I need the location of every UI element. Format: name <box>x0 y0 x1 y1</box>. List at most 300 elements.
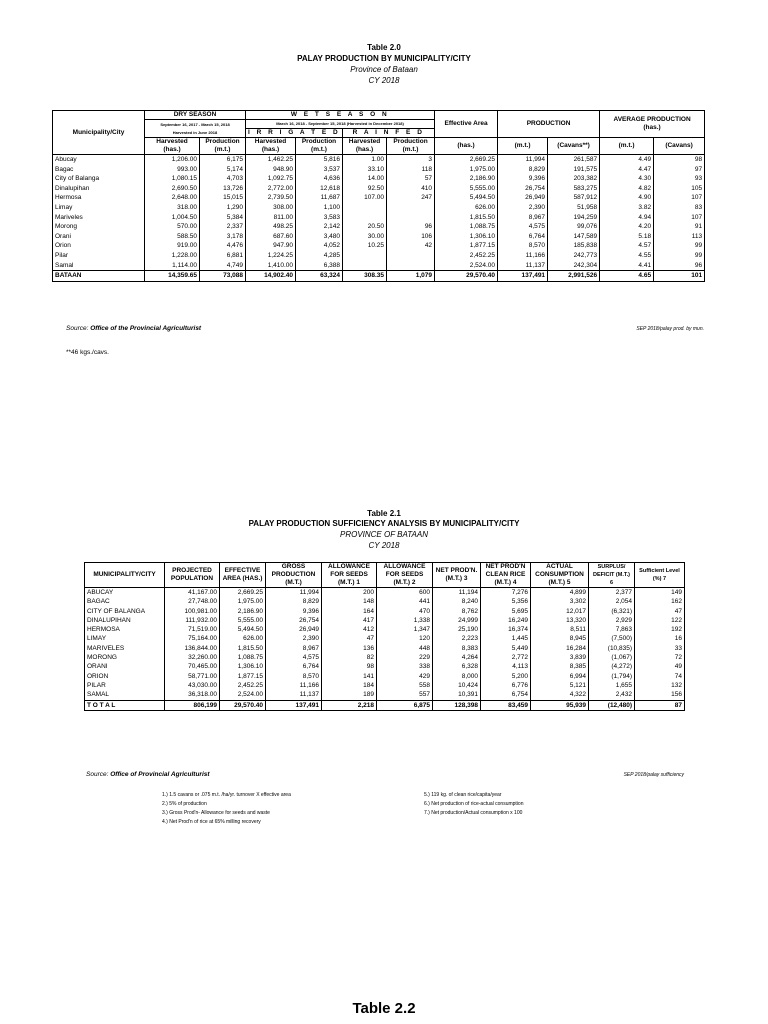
cell: 6,875 <box>377 700 433 710</box>
cell: 4.20 <box>600 222 654 232</box>
cell: 11,994 <box>266 588 322 598</box>
cell: 5,555.00 <box>435 184 498 194</box>
header-production: PRODUCTION <box>498 111 600 138</box>
cell: 147,589 <box>548 232 600 242</box>
cell: 2,669.25 <box>220 588 266 598</box>
cell: 8,967 <box>266 644 322 653</box>
footnote: 7.) Net production/Actual consumption x 100 <box>424 810 523 816</box>
cell: 1,080.15 <box>145 174 200 184</box>
cell: 100,981.00 <box>165 607 220 616</box>
cell: 63,324 <box>296 271 343 282</box>
cell: 5.18 <box>600 232 654 242</box>
table-row <box>53 232 705 242</box>
table-2-0-file-note: SEP 2018/palay prod. by mun. <box>636 326 704 332</box>
cell: 97 <box>654 165 705 175</box>
cell: 120 <box>377 634 433 643</box>
cell: (1,794) <box>589 672 635 681</box>
cell: 811.00 <box>246 213 296 223</box>
cell: 203,382 <box>548 174 600 184</box>
table-row <box>85 672 685 681</box>
header-allowance-seeds-1: ALLOWANCE FOR SEEDS (M.T.) 1 <box>322 563 377 588</box>
dry-period-dates: September 16, 2017 - March 15, 2018 <box>160 121 230 127</box>
cell: 8,385 <box>531 662 589 671</box>
cell: 14.00 <box>343 174 387 184</box>
header-population: PROJECTED POPULATION <box>165 563 220 588</box>
cell: 164 <box>322 607 377 616</box>
cell: 4,322 <box>531 690 589 700</box>
row-name: ORION <box>85 672 165 681</box>
cell: 4.94 <box>600 213 654 223</box>
cell: 162 <box>635 597 685 606</box>
cell: 1,877.15 <box>220 672 266 681</box>
cell: 2,223 <box>433 634 481 643</box>
table-row <box>53 222 705 232</box>
table-2-1-file-note: SEP 2018/palay sufficiency <box>623 772 684 778</box>
cell: 587,912 <box>548 193 600 203</box>
cell: 12,017 <box>531 607 589 616</box>
header-dry-season: DRY SEASON <box>145 111 246 120</box>
row-name: ABUCAY <box>85 588 165 598</box>
footnote: 2.) 5% of production <box>162 801 207 807</box>
cell: 8,945 <box>531 634 589 643</box>
cell: (6,321) <box>589 607 635 616</box>
cell: 4.49 <box>600 155 654 165</box>
row-name: City of Balanga <box>53 174 145 184</box>
cell: 2,186.90 <box>435 174 498 184</box>
label: Production <box>205 138 240 145</box>
sufficiency-analysis-table <box>84 562 685 711</box>
cell: 806,199 <box>165 700 220 710</box>
cell: 2,054 <box>589 597 635 606</box>
cell: 8,511 <box>531 625 589 634</box>
cell: 42 <box>387 241 435 251</box>
cell: 2,991,526 <box>548 271 600 282</box>
cell: 8,383 <box>433 644 481 653</box>
cell: 600 <box>377 588 433 598</box>
table-row <box>85 625 685 634</box>
cell: 14,902.40 <box>246 271 296 282</box>
table-2-0-year: CY 2018 <box>368 76 400 85</box>
cell: 2,377 <box>589 588 635 598</box>
header-irrigated: I R R I G A T E D <box>246 129 343 138</box>
header-irr-production <box>296 138 343 155</box>
cell: 1,088.75 <box>435 222 498 232</box>
cell: 6,328 <box>433 662 481 671</box>
table-row <box>85 607 685 616</box>
cell: 4.82 <box>600 184 654 194</box>
cell: 1,815.50 <box>435 213 498 223</box>
cell: 29,570.40 <box>435 271 498 282</box>
header-average-mt: (m.t.) <box>600 138 654 155</box>
cell: 33 <box>635 644 685 653</box>
cell: 242,304 <box>548 261 600 271</box>
cell: 4,285 <box>296 251 343 261</box>
cell: 3,480 <box>296 232 343 242</box>
row-name: BAGAC <box>85 597 165 606</box>
cell <box>343 251 387 261</box>
cell: 687.60 <box>246 232 296 242</box>
cell: 16,374 <box>481 625 531 634</box>
cell: 4.55 <box>600 251 654 261</box>
cell: 92.50 <box>343 184 387 194</box>
cell: 41,167.00 <box>165 588 220 598</box>
cell: 261,587 <box>548 155 600 165</box>
cell: 8,570 <box>266 672 322 681</box>
cell: 1,088.75 <box>220 653 266 662</box>
footnotes-right <box>424 791 524 818</box>
cell: 4,113 <box>481 662 531 671</box>
cell: 75,164.00 <box>165 634 220 643</box>
cell: 4.41 <box>600 261 654 271</box>
label: Production <box>393 138 428 145</box>
header-rain-production <box>387 138 435 155</box>
cell: 11,166 <box>266 681 322 690</box>
cell: 132 <box>635 681 685 690</box>
row-name: Orion <box>53 241 145 251</box>
cell: 242,773 <box>548 251 600 261</box>
cell: 98 <box>654 155 705 165</box>
row-name: MARIVELES <box>85 644 165 653</box>
cell: 1,228.00 <box>145 251 200 261</box>
cell: 6,388 <box>296 261 343 271</box>
cell: 6,994 <box>531 672 589 681</box>
cell: 429 <box>377 672 433 681</box>
cell: 4,749 <box>200 261 246 271</box>
row-name: Mariveles <box>53 213 145 223</box>
cell: (7,500) <box>589 634 635 643</box>
cell: 8,829 <box>266 597 322 606</box>
row-name: DINALUPIHAN <box>85 616 165 625</box>
table-row <box>53 184 705 194</box>
cell: 10,391 <box>433 690 481 700</box>
cell: 82 <box>322 653 377 662</box>
unit: (has.) <box>261 146 280 153</box>
cell: 448 <box>377 644 433 653</box>
cell: 1.00 <box>343 155 387 165</box>
cell: 4,899 <box>531 588 589 598</box>
cell: 6,776 <box>481 681 531 690</box>
cell: 10.25 <box>343 241 387 251</box>
cell: 83,459 <box>481 700 531 710</box>
cell <box>343 213 387 223</box>
unit: (m.t.) <box>214 146 231 153</box>
cell: 47 <box>635 607 685 616</box>
cell: 192 <box>635 625 685 634</box>
cell: 1,100 <box>296 203 343 213</box>
cell: 26,949 <box>266 625 322 634</box>
cell: 96 <box>654 261 705 271</box>
cell: 2,929 <box>589 616 635 625</box>
cell <box>387 213 435 223</box>
cell: 247 <box>387 193 435 203</box>
footnote: 6.) Net production of rice-actual consumption <box>424 801 524 807</box>
cell: 229 <box>377 653 433 662</box>
cell: 2,524.00 <box>435 261 498 271</box>
table-row <box>85 662 685 671</box>
row-name: LIMAY <box>85 634 165 643</box>
cell: 26,754 <box>498 184 548 194</box>
row-name: Pilar <box>53 251 145 261</box>
header-production-mt: (m.t.) <box>498 138 548 155</box>
cell: 8,762 <box>433 607 481 616</box>
cell: 141 <box>322 672 377 681</box>
cell: 948.90 <box>246 165 296 175</box>
cell: 13,726 <box>200 184 246 194</box>
cell: 26,754 <box>266 616 322 625</box>
cell: 98 <box>322 662 377 671</box>
source-text: Office of the Provincial Agriculturist <box>90 325 202 332</box>
source-label: Source: <box>86 771 109 778</box>
cell: 5,356 <box>481 597 531 606</box>
header-sufficient-level: Sufficient Level (%) 7 <box>635 563 685 588</box>
cell: 9,396 <box>266 607 322 616</box>
cell: 16 <box>635 634 685 643</box>
cell: 29,570.40 <box>220 700 266 710</box>
header-clean-rice: NET PROD'N CLEAN RICE (M.T.) 4 <box>481 563 531 588</box>
cell: 7,863 <box>589 625 635 634</box>
unit: (m.t.) <box>311 146 327 153</box>
table-2-1-province: PROVINCE OF BATAAN <box>339 530 428 539</box>
cell: 2,142 <box>296 222 343 232</box>
cell: 2,772.00 <box>246 184 296 194</box>
cell: 1,092.75 <box>246 174 296 184</box>
header-dry-period <box>145 120 246 138</box>
header-irr-harvested <box>246 138 296 155</box>
cell: 6,754 <box>481 690 531 700</box>
cell: 1,004.50 <box>145 213 200 223</box>
table-row <box>53 155 705 165</box>
cell: 107 <box>654 193 705 203</box>
table-total-row <box>85 700 685 710</box>
cell: 3.82 <box>600 203 654 213</box>
header-rainfed: R A I N F E D <box>343 129 435 138</box>
cell: 57 <box>387 174 435 184</box>
header-average-production-label: AVERAGE PRODUCTION <box>613 116 691 123</box>
cell: 4.30 <box>600 174 654 184</box>
cell: 1,290 <box>200 203 246 213</box>
row-name: Hermosa <box>53 193 145 203</box>
cell: 5,494.50 <box>435 193 498 203</box>
cell: 11,687 <box>296 193 343 203</box>
cell: 194,259 <box>548 213 600 223</box>
row-name: SAMAL <box>85 690 165 700</box>
cell: 338 <box>377 662 433 671</box>
cell: 557 <box>377 690 433 700</box>
table-row <box>85 616 685 625</box>
cell <box>387 251 435 261</box>
table-row <box>53 203 705 213</box>
cell: 191,575 <box>548 165 600 175</box>
table-row <box>53 174 705 184</box>
cell: (10,835) <box>589 644 635 653</box>
cell: 2,772 <box>481 653 531 662</box>
header-average-production-unit: (has.) <box>643 124 661 131</box>
header-wet-season: W E T S E A S O N <box>246 111 435 120</box>
cell: 1,306.10 <box>220 662 266 671</box>
cell: 417 <box>322 616 377 625</box>
cell: 5,384 <box>200 213 246 223</box>
cell: 73,088 <box>200 271 246 282</box>
table-row <box>53 193 705 203</box>
unit: (has.) <box>355 146 374 153</box>
cell: 588.50 <box>145 232 200 242</box>
cell: 3,583 <box>296 213 343 223</box>
cell: 30.00 <box>343 232 387 242</box>
cell: 149 <box>635 588 685 598</box>
cell: 70,465.00 <box>165 662 220 671</box>
source-text: Office of Provincial Agriculturist <box>110 771 210 778</box>
cell: 13,320 <box>531 616 589 625</box>
cell: 626.00 <box>220 634 266 643</box>
cell: 122 <box>635 616 685 625</box>
cell: 118 <box>387 165 435 175</box>
cell: 156 <box>635 690 685 700</box>
label: Harvested <box>254 138 287 145</box>
cell: 36,318.00 <box>165 690 220 700</box>
unit: (has.) <box>163 146 181 153</box>
cell: 1,224.25 <box>246 251 296 261</box>
header-effective-area: EFFECTIVE AREA (HAS.) <box>220 563 266 588</box>
cell: 113 <box>654 232 705 242</box>
cell: 4.65 <box>600 271 654 282</box>
table-row <box>85 588 685 598</box>
cell: 6,764 <box>498 232 548 242</box>
cell: 25,190 <box>433 625 481 634</box>
table-2-1-heading: PALAY PRODUCTION SUFFICIENCY ANALYSIS BY MUNICIPALITY/CITY <box>248 519 520 528</box>
label: Harvested <box>156 138 188 145</box>
row-name: Morong <box>53 222 145 232</box>
cell: 5,816 <box>296 155 343 165</box>
cell: 5,174 <box>200 165 246 175</box>
cell: 200 <box>322 588 377 598</box>
row-name: Abucay <box>53 155 145 165</box>
cell: 919.00 <box>145 241 200 251</box>
cell: 6,881 <box>200 251 246 261</box>
footnote: 4.) Net Prod'n of rice at 65% milling recovery <box>162 819 261 825</box>
cell: 4.57 <box>600 241 654 251</box>
cell: 4,264 <box>433 653 481 662</box>
cell <box>387 203 435 213</box>
row-name: Orani <box>53 232 145 242</box>
cell: 3,537 <box>296 165 343 175</box>
cell: 74 <box>635 672 685 681</box>
cell: 43,030.00 <box>165 681 220 690</box>
cell: 24,999 <box>433 616 481 625</box>
cell: 107.00 <box>343 193 387 203</box>
cell: 58,771.00 <box>165 672 220 681</box>
table-row <box>53 165 705 175</box>
cell: 95,939 <box>531 700 589 710</box>
table-row <box>85 690 685 700</box>
table-2-0-footnote: **46 kgs./cavs. <box>66 349 109 356</box>
cell: 96 <box>387 222 435 232</box>
cell: 99,076 <box>548 222 600 232</box>
table-2-0-heading: PALAY PRODUCTION BY MUNICIPALITY/CITY <box>297 54 471 63</box>
cell: 137,491 <box>266 700 322 710</box>
cell: 1,338 <box>377 616 433 625</box>
row-name: HERMOSA <box>85 625 165 634</box>
cell: 4,575 <box>266 653 322 662</box>
row-name: MORONG <box>85 653 165 662</box>
cell: 1,462.25 <box>246 155 296 165</box>
cell: 2,186.90 <box>220 607 266 616</box>
cell: 470 <box>377 607 433 616</box>
header-municipality: MUNICIPALITY/CITY <box>85 563 165 588</box>
header-wet-period: March 16, 2018 - September 15, 2018 (Harvested in December 2018) <box>246 120 435 129</box>
cell: 6,175 <box>200 155 246 165</box>
cell: 1,114.00 <box>145 261 200 271</box>
cell: 2,452.25 <box>435 251 498 261</box>
unit: (m.t.) <box>402 146 419 153</box>
cell: 87 <box>635 700 685 710</box>
table-row <box>85 597 685 606</box>
table-2-2-title: Table 2.2 <box>352 1000 416 1017</box>
label: Production <box>301 138 337 145</box>
cell: 8,000 <box>433 672 481 681</box>
cell: 128,398 <box>433 700 481 710</box>
cell: 14,359.65 <box>145 271 200 282</box>
cell: 20.50 <box>343 222 387 232</box>
cell: 5,494.50 <box>220 625 266 634</box>
table-2-0-title: Table 2.0 <box>367 43 401 52</box>
cell: 2,690.50 <box>145 184 200 194</box>
table-total-row <box>53 271 705 282</box>
cell: 106 <box>387 232 435 242</box>
header-average-cavans: (Cavans) <box>654 138 705 155</box>
cell: 105 <box>654 184 705 194</box>
cell: 2,218 <box>322 700 377 710</box>
row-name: Limay <box>53 203 145 213</box>
row-name: Dinalupihan <box>53 184 145 194</box>
cell: 27,748.00 <box>165 597 220 606</box>
dry-period-harvest: Harvested in June 2018 <box>172 129 218 135</box>
row-name: Samal <box>53 261 145 271</box>
table-2-0-source <box>66 325 201 332</box>
cell: 498.25 <box>246 222 296 232</box>
header-gross-production: GROSS PRODUCTION (M.T.) <box>266 563 322 588</box>
cell: 189 <box>322 690 377 700</box>
cell: 99 <box>654 251 705 261</box>
cell: 2,390 <box>266 634 322 643</box>
cell <box>343 203 387 213</box>
cell: 1,079 <box>387 271 435 282</box>
cell: 1,347 <box>377 625 433 634</box>
cell: 308.00 <box>246 203 296 213</box>
cell: 93 <box>654 174 705 184</box>
cell: 4,575 <box>498 222 548 232</box>
header-average-production <box>600 111 705 138</box>
cell: 9,396 <box>498 174 548 184</box>
cell: 3,178 <box>200 232 246 242</box>
cell: 91 <box>654 222 705 232</box>
cell: (1,067) <box>589 653 635 662</box>
cell: 2,390 <box>498 203 548 213</box>
cell: 32,260.00 <box>165 653 220 662</box>
cell: 1,815.50 <box>220 644 266 653</box>
cell: 993.00 <box>145 165 200 175</box>
cell: 5,555.00 <box>220 616 266 625</box>
header-effective-area: Effective Area <box>435 111 498 138</box>
cell: 5,449 <box>481 644 531 653</box>
row-name: PILAR <box>85 681 165 690</box>
cell: 4.90 <box>600 193 654 203</box>
cell: 2,432 <box>589 690 635 700</box>
header-effective-unit: (has.) <box>435 138 498 155</box>
cell: 3,302 <box>531 597 589 606</box>
cell: 83 <box>654 203 705 213</box>
cell <box>343 261 387 271</box>
cell: 15,015 <box>200 193 246 203</box>
